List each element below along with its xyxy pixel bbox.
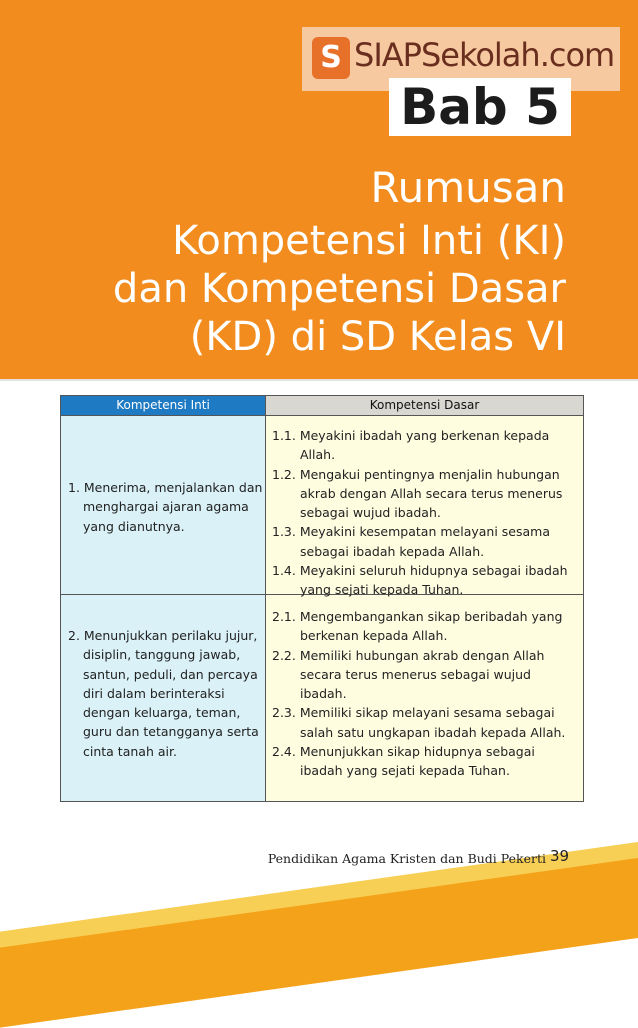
kd-item: 2.1. Mengembangankan sikap beribadah yang berkenan kepada Allah. (272, 609, 563, 644)
page-number: 39 (550, 847, 570, 865)
chapter-header (0, 0, 638, 380)
kd-item: 1.3. Meyakini kesempatan melayani sesama sebagai ibadah kepada Allah. (272, 524, 550, 559)
footer-stripe-dark (0, 858, 638, 1028)
chapter-title-line-2: Kompetensi Inti (KI) (172, 218, 566, 264)
ki-item: 1. Menerima, menjalankan dan menghargai ajaran agama yang dianutnya. (68, 480, 263, 534)
watermark-text: SIAPSekolah.com (354, 36, 615, 74)
ki-header: Kompetensi Inti (61, 396, 265, 415)
footer-book-title: Pendidikan Agama Kristen dan Budi Pekerti (267, 851, 546, 866)
kd-item: 2.2. Memiliki hubungan akrab dengan Allah secara terus menerus sebagai wujud ibadah. (272, 647, 545, 702)
chapter-title-line-3: dan Kompetensi Dasar (112, 266, 566, 312)
header-divider (0, 379, 638, 381)
kd-item: 1.1. Meyakini ibadah yang berkenan kepada Allah. (272, 428, 550, 463)
table-row-2-ki (68, 626, 264, 761)
kd-item: 2.4. Menunjukkan sikap hidupnya sebagai ibadah yang sejati kepada Tuhan. (272, 744, 535, 779)
chapter-label: Bab 5 (389, 78, 571, 136)
column-divider (265, 396, 266, 801)
kd-item: 1.4. Meyakini seluruh hidupnya sebagai ibadah yang sejati kepada Tuhan. (272, 563, 568, 598)
ki-item: 2. Menunjukkan perilaku jujur, disiplin, tanggung jawab, santun, peduli, dan percaya diri dalam berinteraksi dengan keluarga, teman, guru dan tetangganya serta cinta tanah air. (68, 628, 259, 759)
watermark-logo: S (312, 37, 350, 79)
table-row-1-ki (68, 478, 264, 536)
header-row-divider (61, 415, 583, 416)
chapter-title-line-1: Rumusan (370, 163, 566, 212)
kd-header: Kompetensi Dasar (266, 396, 583, 415)
competency-table (60, 395, 584, 802)
table-row-2-kd (272, 607, 578, 781)
table-row-1-kd (272, 426, 578, 600)
kd-item: 2.3. Memiliki sikap melayani sesama sebagai salah satu ungkapan ibadah kepada Allah. (272, 705, 566, 740)
kd-item: 1.2. Mengakui pentingnya menjalin hubungan akrab dengan Allah secara terus menerus sebagai wujud ibadah. (272, 466, 563, 521)
chapter-title-line-4: (KD) di SD Kelas VI (189, 314, 566, 360)
